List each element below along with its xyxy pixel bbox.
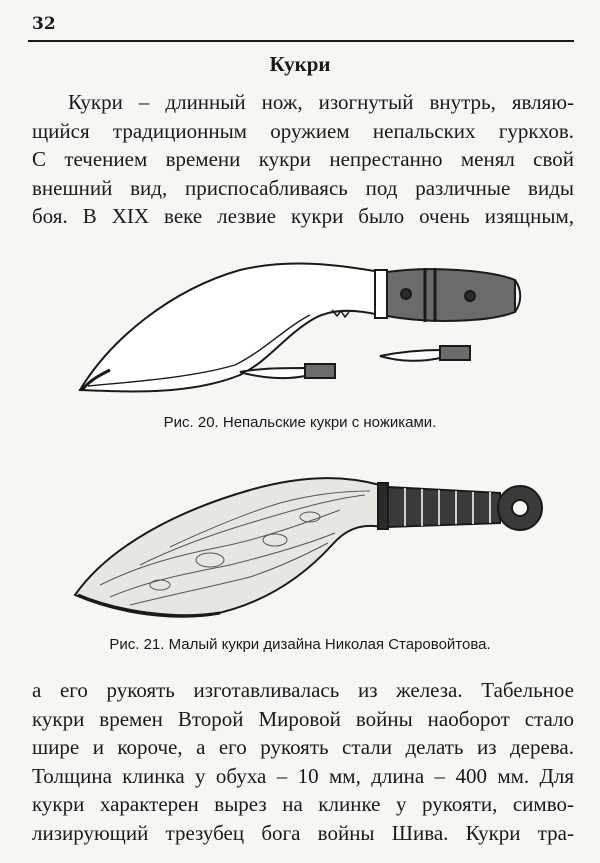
paragraph-2 [32, 676, 574, 847]
text-line: шире и короче, а его рукоять стали делать из дерева. [32, 735, 574, 759]
text-line: внешний вид, приспосабливаясь под различные виды [32, 175, 574, 200]
text-line: кукри времен Второй Мировой войны наоборот стало [32, 706, 574, 731]
text-line: Кукри – длинный нож, изогнутый внутрь, являю- [68, 90, 574, 114]
text-line: Толщина клинка у обуха – 10 мм, длина – 400 мм. Для [32, 763, 574, 788]
kukri-with-small-knives-illustration [70, 250, 550, 400]
text-line: щийся традиционным оружием непальских гуркхов. [32, 118, 574, 143]
text-line: лизирующий трезубец бога войны Шива. Кукри тра- [32, 820, 574, 845]
header-rule [28, 40, 574, 42]
paragraph-1 [32, 88, 574, 231]
figure-21-caption: Рис. 21. Малый кукри дизайна Николая Старовойтова. [109, 636, 491, 653]
figure-20-caption: Рис. 20. Непальские кукри с ножиками. [163, 414, 437, 431]
section-title: Кукри [269, 52, 331, 76]
text-line: кукри характерен вырез на клинке у рукояти, симво- [32, 792, 574, 816]
damascus-kukri-illustration [60, 455, 550, 625]
text-line: С течением времени кукри непрестанно менял свой [32, 147, 574, 171]
page-number: 32 [32, 14, 56, 34]
text-line: а его рукоять изготавливалась из железа. Табельное [32, 678, 574, 702]
text-line: боя. В XIX веке лезвие кукри было очень изящным, [32, 204, 574, 228]
